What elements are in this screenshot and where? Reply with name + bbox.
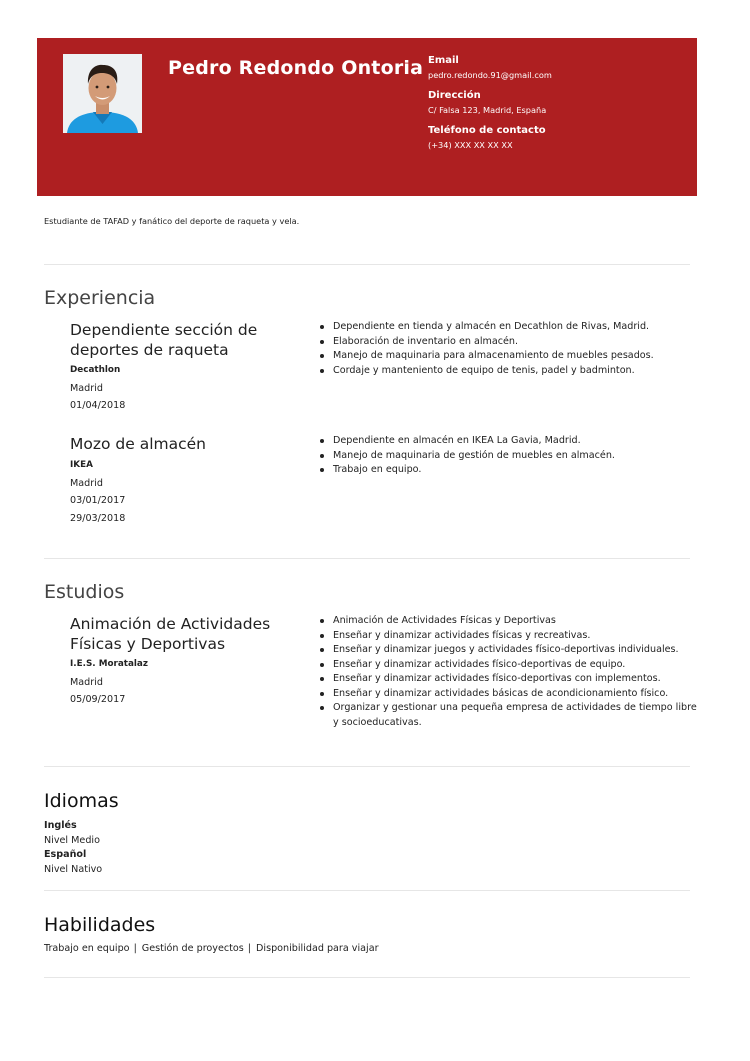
divider: [44, 558, 690, 559]
skill-separator: |: [247, 943, 252, 954]
bullet-item: Dependiente en almacén en IKEA La Gavia, Madrid.: [318, 434, 698, 449]
profile-summary: Estudiante de TAFAD y fanático del deporte de raqueta y vela.: [44, 216, 300, 226]
education-bullets: [318, 614, 698, 730]
job-meta: [70, 457, 125, 527]
bullet-item: Trabajo en equipo.: [318, 463, 698, 478]
job-city: Madrid: [70, 382, 103, 394]
skill-separator: |: [133, 943, 137, 954]
divider: [44, 890, 690, 891]
bullet-item: Enseñar y dinamizar juegos y actividades físico-deportivas individuales.: [318, 643, 698, 658]
bullet-item: Manejo de maquinaria para almacenamiento de muebles pesados.: [318, 349, 698, 364]
job-bullets: [318, 434, 698, 478]
contact-info: [428, 54, 688, 159]
job-title: Mozo de almacén: [70, 435, 206, 453]
profile-photo: [63, 54, 142, 133]
skill-item: Disponibilidad para viajar: [256, 943, 379, 954]
bullet-item: Cordaje y manteniento de equipo de tenis, padel y badminton.: [318, 364, 698, 379]
skill-item: Gestión de proyectos: [141, 943, 244, 954]
phone-label: Teléfono de contacto: [428, 125, 546, 136]
bullet-item: Elaboración de inventario en almacén.: [318, 335, 698, 350]
bullet-item: Animación de Actividades Físicas y Deportivas: [318, 614, 698, 629]
phone-value: (+34) XXX XX XX XX: [428, 140, 513, 150]
job-title: Dependiente sección de deportes de raqueta: [70, 321, 258, 359]
address-label: Dirección: [428, 90, 481, 101]
languages-heading: Idiomas: [44, 790, 119, 812]
header-banner: [37, 38, 697, 196]
education-meta: [70, 656, 148, 709]
skill-item: Trabajo en equipo: [44, 943, 130, 954]
email-label: Email: [428, 55, 459, 66]
bullet-item: Organizar y gestionar una pequeña empresa de actividades de tiempo libre y socioeducativas.: [318, 701, 698, 730]
education-heading: Estudios: [44, 581, 125, 603]
education-city: Madrid: [70, 676, 103, 688]
address-value: C/ Falsa 123, Madrid, España: [428, 105, 547, 115]
skills-heading: Habilidades: [44, 914, 156, 936]
job-bullets: [318, 320, 698, 378]
divider: [44, 766, 690, 767]
job-end-date: 29/03/2018: [70, 512, 126, 524]
experience-heading: Experiencia: [44, 287, 156, 309]
job-meta: [70, 362, 125, 415]
skills-list: [44, 943, 379, 954]
job-start-date: 03/01/2017: [70, 495, 126, 506]
education-title: Animación de Actividades Físicas y Deportivas: [70, 615, 271, 653]
divider: [44, 977, 690, 978]
bullet-item: Enseñar y dinamizar actividades físicas y recreativas.: [318, 629, 698, 644]
language-level: Nivel Nativo: [44, 863, 103, 875]
education-date: 05/09/2017: [70, 694, 126, 705]
divider: [44, 264, 690, 265]
job-company: IKEA: [70, 460, 93, 470]
languages-list: [44, 819, 102, 877]
bullet-item: Enseñar y dinamizar actividades físico-deportivas con implementos.: [318, 672, 698, 687]
job-company: Decathlon: [70, 365, 121, 375]
language-level: Nivel Medio: [44, 834, 100, 846]
email-value: pedro.redondo.91@gmail.com: [428, 70, 552, 80]
job-city: Madrid: [70, 477, 103, 489]
bullet-item: Enseñar y dinamizar actividades físico-deportivas de equipo.: [318, 658, 698, 673]
bullet-item: Enseñar y dinamizar actividades básicas de acondicionamiento físico.: [318, 687, 698, 702]
bullet-item: Dependiente en tienda y almacén en Decathlon de Rivas, Madrid.: [318, 320, 698, 335]
job-start-date: 01/04/2018: [70, 400, 126, 411]
bullet-item: Manejo de maquinaria de gestión de muebles en almacén.: [318, 449, 698, 464]
language-name: Español: [44, 849, 87, 860]
language-name: Inglés: [44, 820, 77, 831]
education-school: I.E.S. Moratalaz: [70, 659, 148, 669]
candidate-name: Pedro Redondo Ontoria: [168, 57, 424, 79]
